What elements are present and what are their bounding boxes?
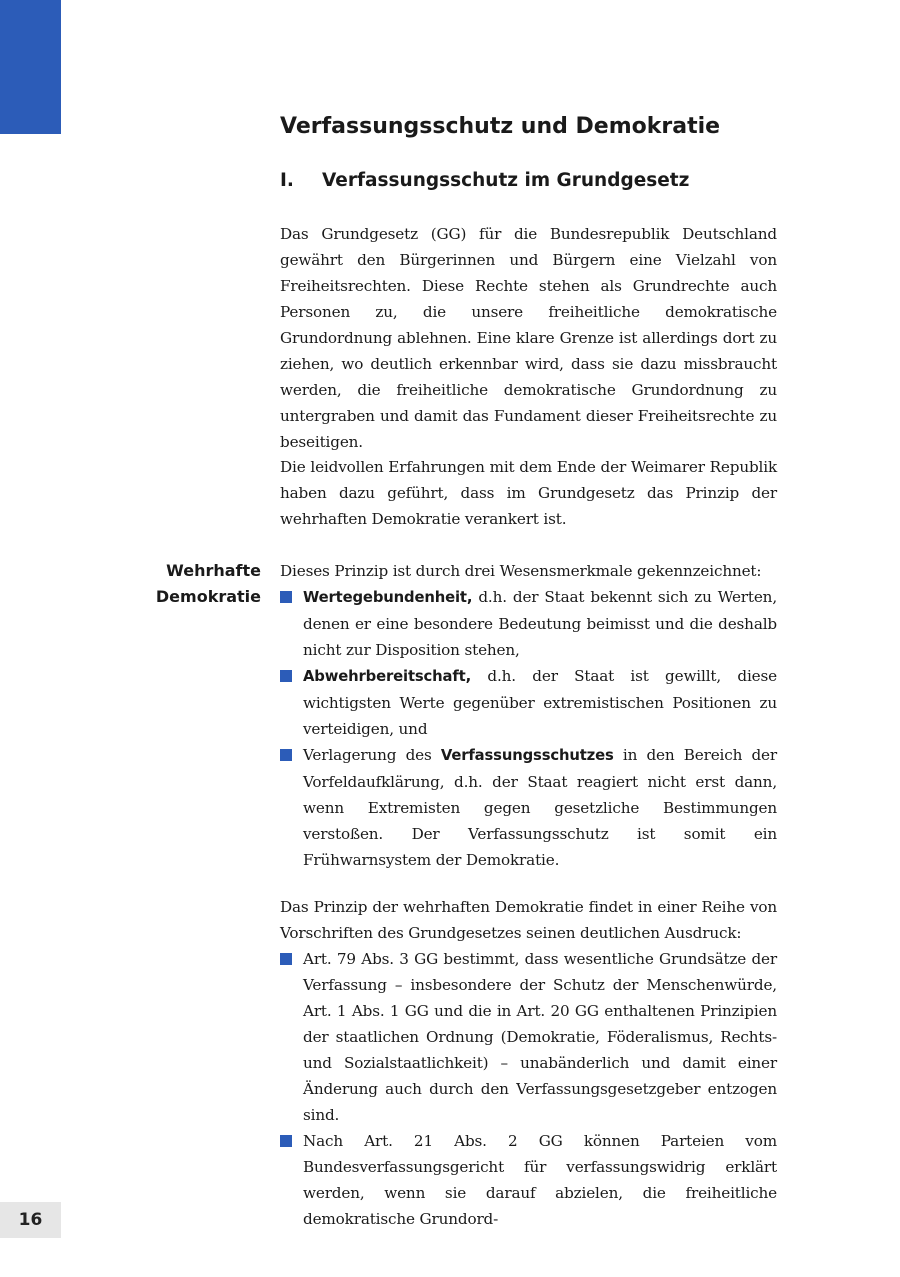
chapter-color-tab	[0, 0, 61, 134]
principle-list	[280, 584, 777, 873]
bullet-square-icon	[280, 749, 292, 761]
bullet-square-icon	[280, 953, 292, 965]
section-number: I.	[280, 170, 294, 191]
intro-paragraph-2: Die leidvollen Erfahrungen mit dem Ende der Weimarer Republik haben dazu geführt, dass im Grundgesetz das Prinzip der wehrhaften Demokratie verankert ist.	[280, 458, 777, 528]
principle-lead: Dieses Prinzip ist durch drei Wesensmerkmale gekennzeichnet:	[280, 562, 762, 580]
intro-paragraph-1: Das Grundgesetz (GG) für die Bundesrepublik Deutschland gewährt den Bürgerinnen und Bürgern eine Vielzahl von Freiheitsrechten. Diese Rechte stehen als Grundrechte auch Personen zu, die unsere freiheitliche demokratische Grundordnung ablehnen. Eine klare Grenze ist allerdings dort zu ziehen, wo deutlich erkennbar wird, dass sie dazu missbraucht werden, die freiheitliche demokratische Grundordnung zu untergraben und damit das Fundament dieser Freiheitsrechte zu beseitigen.	[280, 225, 777, 451]
list-item: Wertegebundenheit, d.h. der Staat bekennt sich zu Werten, denen er eine besondere Bedeutung beimisst und die deshalb nicht zur Disposition stehen,	[280, 584, 777, 663]
margin-note	[100, 558, 261, 610]
expression-list	[280, 946, 777, 1232]
bullet-square-icon	[280, 591, 292, 603]
page-number: 16	[0, 1202, 61, 1238]
bullet-square-icon	[280, 1135, 292, 1147]
list-item: Abwehrbereitschaft, d.h. der Staat ist gewillt, diese wichtigsten Werte gegenüber extremistischen Positionen zu verteidigen, und	[280, 663, 777, 742]
list-item-term: Abwehrbereitschaft,	[303, 668, 472, 685]
list-item-term: Wertegebundenheit,	[303, 589, 473, 606]
page-title: Verfassungsschutz und Demokratie	[280, 114, 721, 139]
section-heading	[280, 166, 777, 196]
list-item: Nach Art. 21 Abs. 2 GG können Parteien vom Bundesverfassungsgericht für verfassungswidrig erklärt werden, wenn sie darauf abzielen, die freiheitliche demokratische Grundord-	[280, 1128, 777, 1232]
expression-lead: Das Prinzip der wehrhaften Demokratie findet in einer Reihe von Vorschriften des Grundgesetzes seinen deutlichen Ausdruck:	[280, 898, 777, 942]
list-item-term: Verfassungsschutzes	[440, 747, 614, 764]
section-title: Verfassungsschutz im Grundgesetz	[322, 170, 690, 191]
bullet-square-icon	[280, 670, 292, 682]
expression-section	[280, 894, 777, 1232]
list-item: Verlagerung des Verfassungsschutzes in den Bereich der Vorfeldaufklärung, d.h. der Staat reagiert nicht erst dann, wenn Extremisten gegen gesetzliche Bestimmungen verstoßen. Der Verfassungsschutz ist somit ein Frühwarnsystem der Demokratie.	[280, 742, 777, 873]
principle-section	[280, 558, 777, 873]
margin-note-line-1: Wehrhafte	[166, 561, 261, 580]
list-item: Art. 79 Abs. 3 GG bestimmt, dass wesentliche Grundsätze der Verfassung – insbesondere der Schutz der Menschenwürde, Art. 1 Abs. 1 GG und die in Art. 20 GG enthaltenen Prinzipien der staatlichen Ordnung (Demokratie, Föderalismus, Rechts- und Sozialstaatlichkeit) – unabänderlich und damit einer Änderung auch durch den Verfassungsgesetzgeber entzogen sind.	[280, 946, 777, 1128]
margin-note-line-2: Demokratie	[155, 587, 261, 606]
